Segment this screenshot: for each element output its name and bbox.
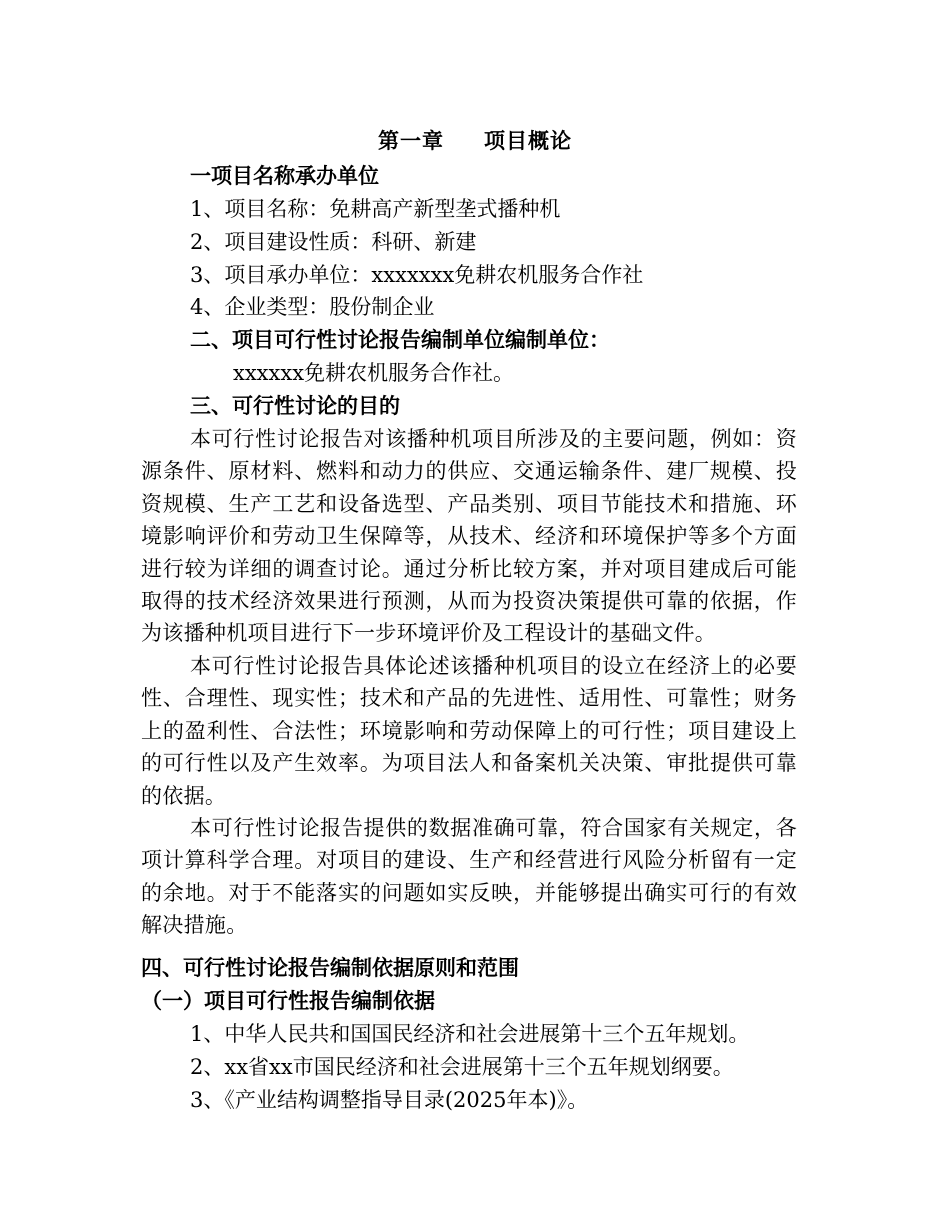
section-2-heading: 二、项目可行性讨论报告编制单位编制单位： [190,328,610,352]
purpose-paragraph-1: 本可行性讨论报告对该播种机项目所涉及的主要问题，例如：资源条件、原材料、燃料和动力的供应、交通运输条件、建厂规模、投资规模、生产工艺和设备选型、产品类别、项目节能技术和措施、环境影响评价和劳动卫生保障等，从技术、经济和环境保护等多个方面进行较为详细的调查讨论。通过分析比较方案，并对项目建成后可能取得的技术经济效果进行预测，从而为投资决策提供可靠的依据，作为该播种机项目进行下一步环境评价及工程设计的基础文件。 [141,427,797,646]
section-4-heading: 四、可行性讨论报告编制依据原则和范围 [141,956,519,980]
chapter-name: 项目概论 [484,129,572,153]
basis-item-3: 3、《产业结构调整指导目录(2025年本)》。 [190,1088,589,1112]
chapter-title [0,128,950,154]
section-1-heading: 一项目名称承办单位 [190,164,379,188]
basis-item-1: 1、中华人民共和国国民经济和社会进展第十三个五年规划。 [190,1022,750,1046]
purpose-paragraph-3: 本可行性讨论报告提供的数据准确可靠，符合国家有关规定，各项计算科学合理。对项目的建设、生产和经营进行风险分析留有一定的余地。对于不能落实的问题如实反映，并能够提出确实可行的有效解决措施。 [141,816,797,938]
section-2-value: xxxxxx免耕农机服务合作社。 [233,361,515,385]
section-3-heading: 三、可行性讨论的目的 [190,394,400,418]
project-nature-item: 2、项目建设性质：科研、新建 [190,230,477,254]
basis-item-2: 2、xx省xx市国民经济和社会进展第十三个五年规划纲要。 [190,1055,734,1079]
project-name-item: 1、项目名称：免耕高产新型垄式播种机 [190,197,561,221]
chapter-number: 第一章 [378,129,444,153]
purpose-paragraph-2: 本可行性讨论报告具体论述该播种机项目的设立在经济上的必要性、合理性、现实性；技术和产品的先进性、适用性、可靠性；财务上的盈利性、合法性；环境影响和劳动保障上的可行性；项目建设上的可行性以及产生效率。为项目法人和备案机关决策、审批提供可靠的依据。 [141,654,797,808]
enterprise-type-item: 4、企业类型：股份制企业 [190,295,435,319]
project-undertaker-item: 3、项目承办单位：xxxxxxx免耕农机服务合作社 [190,263,644,287]
section-4-subheading: （一）项目可行性报告编制依据 [141,989,435,1013]
